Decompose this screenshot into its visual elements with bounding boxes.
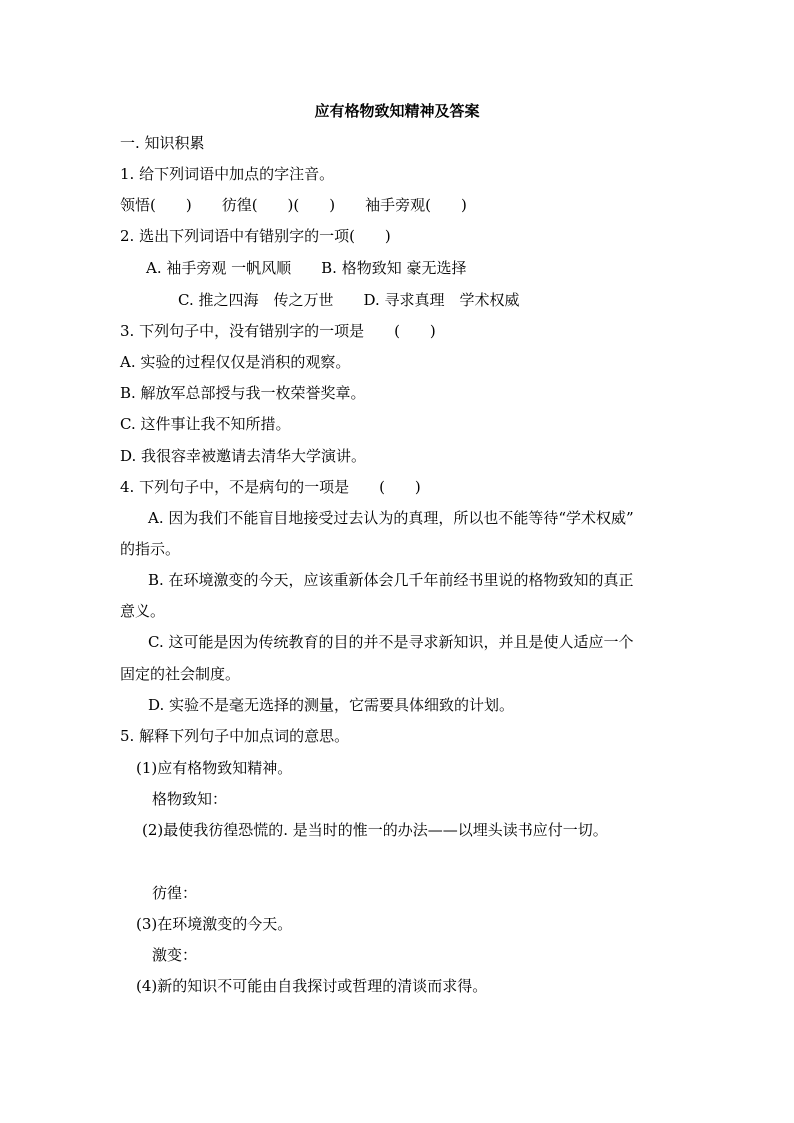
question-4-option-b: B. 在环境激变的今天，应该重新体会几千年前经书里说的格物致知的真正 [148, 571, 634, 589]
question-5: 5. 解释下列句子中加点词的意思。 [120, 727, 350, 745]
question-4-option-a-cont: 的指示。 [120, 540, 181, 558]
question-2-options-ab: A. 袖手旁观 一帆风顺 B. 格物致知 豪无选择 [146, 259, 467, 277]
document-title: 应有格物致知精神及答案 [314, 102, 480, 120]
question-5-item-3: (3)在环境激变的今天。 [136, 915, 293, 933]
question-5-item-2-answer: 彷徨： [152, 884, 198, 902]
question-5-item-3-answer: 激变： [152, 946, 198, 964]
question-5-item-2: (2)最使我彷徨恐慌的. 是当时的惟一的办法——以埋头读书应付一切。 [142, 821, 608, 839]
question-2: 2. 选出下列词语中有错别字的一项( ) [120, 227, 391, 245]
question-2-options-cd: C. 推之四海 传之万世 D. 寻求真理 学术权威 [178, 291, 520, 309]
question-5-item-1: (1)应有格物致知精神。 [136, 759, 293, 777]
question-1-items: 领悟( ) 彷徨( )( ) 袖手旁观( ) [120, 196, 467, 214]
question-1: 1. 给下列词语中加点的字注音。 [120, 165, 335, 183]
question-3-option-b: B. 解放军总部授与我一枚荣誉奖章。 [120, 384, 366, 402]
question-5-item-1-answer: 格物致知： [152, 790, 228, 808]
question-3-option-a: A. 实验的过程仅仅是消积的观察。 [120, 353, 351, 371]
question-4-option-c-cont: 固定的社会制度。 [120, 665, 241, 683]
question-4-option-d: D. 实验不是毫无选择的测量，它需要具体细致的计划。 [148, 696, 515, 714]
question-4: 4. 下列句子中，不是病句的一项是 ( ) [120, 478, 421, 496]
section-heading: 一. 知识积累 [120, 134, 205, 152]
question-4-option-a: A. 因为我们不能盲目地接受过去认为的真理，所以也不能等待“学术权威” [148, 509, 634, 527]
question-3-option-d: D. 我很容幸被邀请去清华大学演讲。 [120, 447, 367, 465]
question-3: 3. 下列句子中，没有错别字的一项是 ( ) [120, 322, 436, 340]
question-4-option-b-cont: 意义。 [120, 602, 166, 620]
question-3-option-c: C. 这件事让我不知所措。 [120, 415, 291, 433]
question-5-item-4: (4)新的知识不可能由自我探讨或哲理的清谈而求得。 [136, 977, 488, 995]
question-4-option-c: C. 这可能是因为传统教育的目的并不是寻求新知识，并且是使人适应一个 [148, 633, 634, 651]
